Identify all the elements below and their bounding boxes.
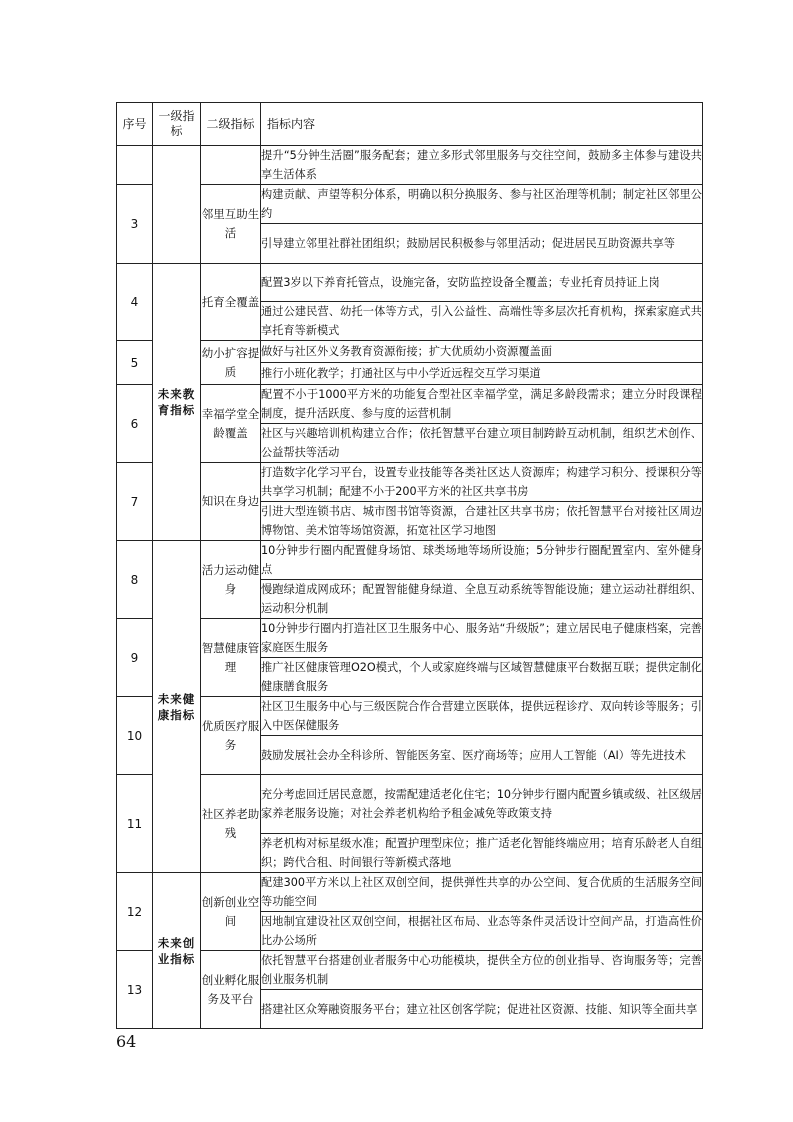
level1-cell: 未来教育指标	[153, 264, 201, 541]
content-cell: 慢跑绿道成网成环；配置智能健身绿道、全息互动系统等智能设施；建立运动社群组织、运动积分机制	[261, 580, 703, 619]
content-cell: 通过公建民营、幼托一体等方式，引入公益性、高端性等多层次托育机构，探索家庭式共享托育等新模式	[261, 302, 703, 341]
seq-cell: 13	[117, 951, 153, 1029]
table-row	[117, 385, 703, 424]
indicator-table	[116, 102, 703, 1029]
level2-cell: 社区养老助残	[201, 775, 261, 873]
seq-cell	[117, 146, 153, 185]
level2-cell: 幸福学堂全龄覆盖	[201, 385, 261, 463]
level2-cell: 优质医疗服务	[201, 697, 261, 775]
seq-cell: 5	[117, 341, 153, 385]
content-cell: 鼓励发展社会办全科诊所、智能医务室、医疗商场等；应用人工智能（AI）等先进技术	[261, 736, 703, 775]
content-cell: 配置3岁以下养育托管点，设施完备，安防监控设备全覆盖；专业托育员持证上岗	[261, 264, 703, 302]
content-cell: 搭建社区众筹融资服务平台；建立社区创客学院；促进社区资源、技能、知识等全面共享	[261, 990, 703, 1029]
seq-cell: 6	[117, 385, 153, 463]
seq-cell: 12	[117, 873, 153, 951]
seq-cell: 3	[117, 185, 153, 264]
level2-cell: 邻里互助生活	[201, 185, 261, 264]
content-cell: 推广社区健康管理O2O模式，个人或家庭终端与区域智慧健康平台数据互联；提供定制化健康膳食服务	[261, 658, 703, 697]
content-cell: 做好与社区外义务教育资源衔接；扩大优质幼小资源覆盖面	[261, 341, 703, 363]
level2-cell: 活力运动健身	[201, 541, 261, 619]
content-cell: 因地制宜建设社区双创空间，根据社区布局、业态等条件灵活设计空间产品，打造高性价比办公场所	[261, 912, 703, 951]
level2-cell: 托育全覆盖	[201, 264, 261, 341]
table-row	[117, 264, 703, 302]
content-cell: 配置不小于1000平方米的功能复合型社区幸福学堂，满足多龄段需求；建立分时段课程制度，提升活跃度、参与度的运营机制	[261, 385, 703, 424]
content-cell: 构建贡献、声望等积分体系，明确以积分换服务、参与社区治理等机制；制定社区邻里公约	[261, 185, 703, 224]
level2-cell: 知识在身边	[201, 463, 261, 541]
content-cell: 推行小班化教学；打通社区与中小学近远程交互学习渠道	[261, 363, 703, 385]
content-cell: 10分钟步行圈内打造社区卫生服务中心、服务站“升级版”；建立居民电子健康档案，完善家庭医生服务	[261, 619, 703, 658]
seq-cell: 7	[117, 463, 153, 541]
header-level1: 一级指标	[153, 103, 201, 146]
header-seq: 序号	[117, 103, 153, 146]
seq-cell: 4	[117, 264, 153, 341]
table-row	[117, 775, 703, 834]
level1-cell: 未来创业指标	[153, 873, 201, 1029]
level1-cell	[153, 146, 201, 264]
content-cell: 引进大型连锁书店、城市图书馆等资源，合建社区共享书房；依托智慧平台对接社区周边博物馆、美术馆等场馆资源，拓宽社区学习地图	[261, 502, 703, 541]
level2-cell: 创业孵化服务及平台	[201, 951, 261, 1029]
table-row	[117, 697, 703, 736]
seq-cell: 10	[117, 697, 153, 775]
seq-cell: 11	[117, 775, 153, 873]
content-cell: 依托智慧平台搭建创业者服务中心功能模块，提供全方位的创业指导、咨询服务等；完善创业服务机制	[261, 951, 703, 990]
table-row	[117, 463, 703, 502]
table-row	[117, 146, 703, 185]
content-cell: 社区卫生服务中心与三级医院合作合营建立医联体，提供远程诊疗、双向转诊等服务；引入中医保健服务	[261, 697, 703, 736]
table-row	[117, 619, 703, 658]
level2-cell	[201, 146, 261, 185]
level1-cell: 未来健康指标	[153, 541, 201, 873]
content-cell: 充分考虑回迁居民意愿，按需配建适老化住宅；10分钟步行圈内配置乡镇或级、社区级居家养老服务设施；对社会养老机构给予租金减免等政策支持	[261, 775, 703, 834]
content-cell: 10分钟步行圈内配置健身场馆、球类场地等场所设施；5分钟步行圈配置室内、室外健身点	[261, 541, 703, 580]
content-cell: 养老机构对标星级水准；配置护理型床位；推广适老化智能终端应用；培育乐龄老人自组织；跨代合租、时间银行等新模式落地	[261, 834, 703, 873]
seq-cell: 8	[117, 541, 153, 619]
content-cell: 打造数字化学习平台，设置专业技能等各类社区达人资源库；构建学习积分、授课积分等共享学习机制；配建不小于200平方米的社区共享书房	[261, 463, 703, 502]
seq-cell: 9	[117, 619, 153, 697]
content-cell: 配建300平方米以上社区双创空间，提供弹性共享的办公空间、复合优质的生活服务空间等功能空间	[261, 873, 703, 912]
level2-cell: 智慧健康管理	[201, 619, 261, 697]
content-cell: 引导建立邻里社群社团组织；鼓励居民积极参与邻里活动；促进居民互助资源共享等	[261, 224, 703, 264]
header-level2: 二级指标	[201, 103, 261, 146]
content-cell: 提升“5分钟生活圈”服务配套；建立多形式邻里服务与交往空间，鼓励多主体参与建设共享生活体系	[261, 146, 703, 185]
level2-cell: 幼小扩容提质	[201, 341, 261, 385]
table-row	[117, 873, 703, 912]
table-row	[117, 541, 703, 580]
level2-cell: 创新创业空间	[201, 873, 261, 951]
table-row	[117, 341, 703, 363]
table-row	[117, 951, 703, 990]
header-content: 指标内容	[261, 103, 703, 146]
table-header-row	[117, 103, 703, 146]
content-cell: 社区与兴趣培训机构建立合作；依托智慧平台建立项目制跨龄互动机制，组织艺术创作、公益帮扶等活动	[261, 424, 703, 463]
page-number: 64	[116, 1032, 137, 1051]
table-row	[117, 185, 703, 224]
